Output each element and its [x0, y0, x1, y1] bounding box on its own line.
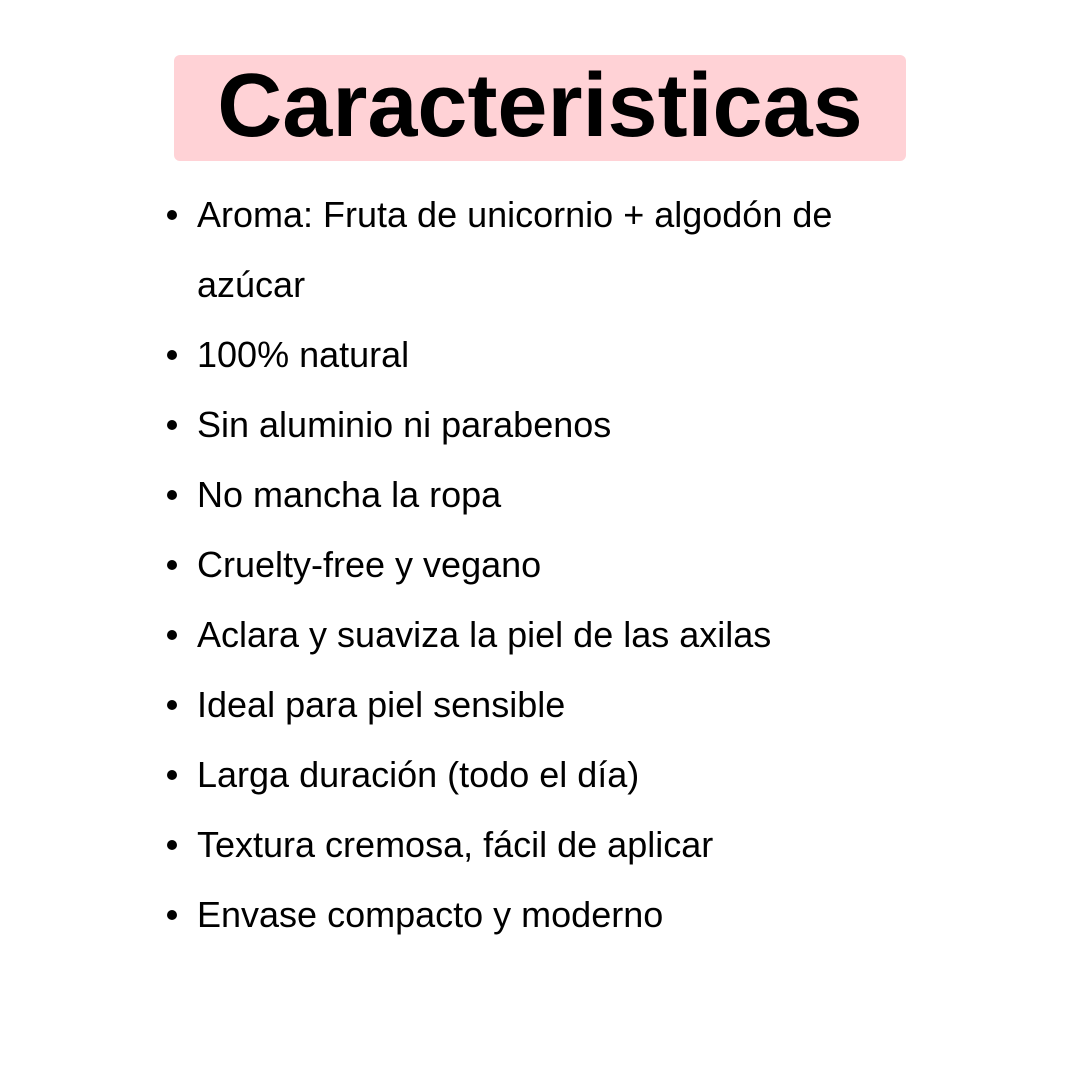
feature-item-texture [197, 810, 937, 880]
feature-list [197, 180, 937, 950]
bullet-icon [167, 560, 177, 570]
feature-item-sensitive-skin [197, 670, 937, 740]
feature-item-cruelty-free [197, 530, 937, 600]
feature-text: Textura cremosa, fácil de aplicar [197, 824, 714, 865]
feature-text: Aclara y suaviza la piel de las axilas [197, 614, 772, 655]
feature-text: Aroma: Fruta de unicornio + algodón de azúcar [197, 194, 833, 305]
feature-text: No mancha la ropa [197, 474, 502, 515]
feature-text: Ideal para piel sensible [197, 684, 566, 725]
feature-text: Larga duración (todo el día) [197, 754, 640, 795]
bullet-icon [167, 770, 177, 780]
bullet-icon [167, 210, 177, 220]
feature-item-long-lasting [197, 740, 937, 810]
feature-item-aluminum-free [197, 390, 937, 460]
bullet-icon [167, 350, 177, 360]
bullet-icon [167, 490, 177, 500]
bullet-icon [167, 630, 177, 640]
feature-item-natural [197, 320, 937, 390]
bullet-icon [167, 700, 177, 710]
feature-item-lightening [197, 600, 937, 670]
page-title: Caracteristicas [217, 56, 863, 156]
bullet-icon [167, 840, 177, 850]
bullet-icon [167, 420, 177, 430]
title-banner [174, 55, 906, 161]
feature-text: Sin aluminio ni parabenos [197, 404, 612, 445]
feature-text: Envase compacto y moderno [197, 894, 664, 935]
feature-text: Cruelty-free y vegano [197, 544, 542, 585]
feature-item-aroma [197, 180, 937, 320]
feature-text: 100% natural [197, 334, 410, 375]
feature-item-packaging [197, 880, 937, 950]
feature-item-no-stain [197, 460, 937, 530]
bullet-icon [167, 910, 177, 920]
